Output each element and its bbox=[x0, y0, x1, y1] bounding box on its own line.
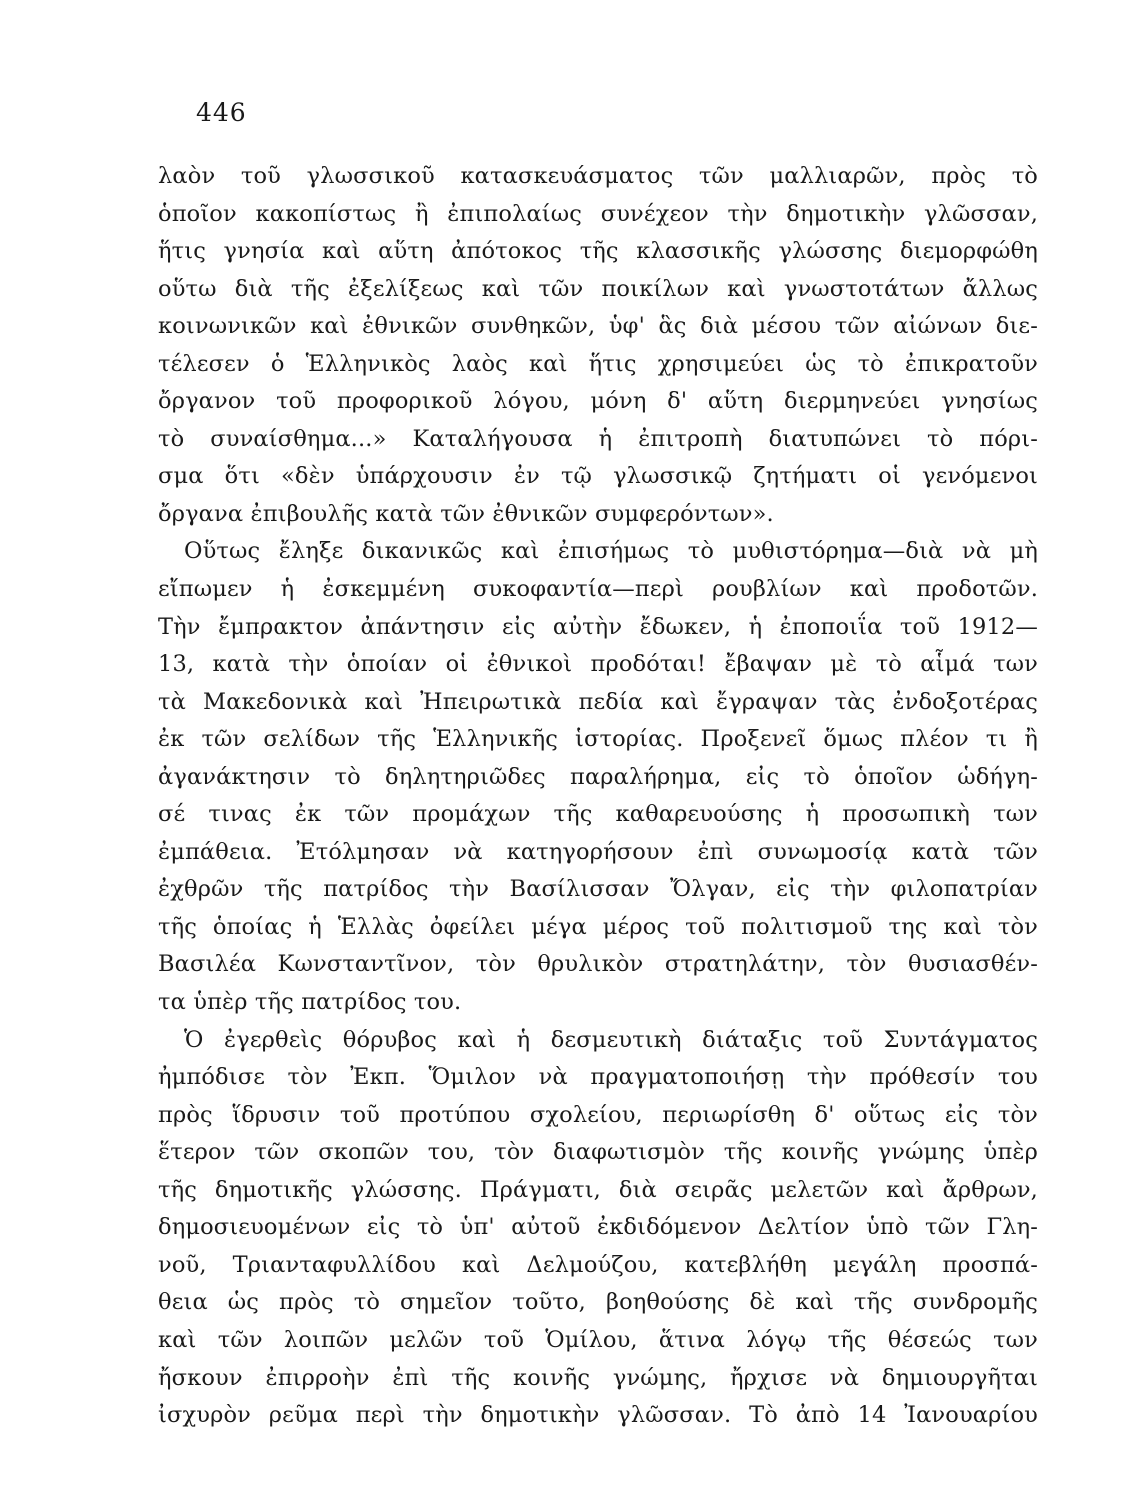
text-line: κοινωνικῶν καὶ ἐθνικῶν συνθηκῶν, ὑφ' ἃς διὰ μέσου τῶν αἰώνων διε- bbox=[158, 313, 1038, 340]
text-line: ὄργανον τοῦ προφορικοῦ λόγου, μόνη δ' αὕτη διερμηνεύει γνησίως bbox=[158, 388, 1038, 415]
text-line: ἐκ τῶν σελίδων τῆς Ἑλληνικῆς ἱστορίας. Προξενεῖ ὅμως πλέον τι ἢ bbox=[158, 726, 1038, 753]
text-line: λαὸν τοῦ γλωσσικοῦ κατασκευάσματος τῶν μαλλιαρῶν, πρὸς τὸ bbox=[158, 163, 1038, 189]
page-number: 446 bbox=[196, 98, 247, 127]
text-line: τῆς ὁποίας ἡ Ἑλλὰς ὀφείλει μέγα μέρος τοῦ πολιτισμοῦ της καὶ τὸν bbox=[158, 913, 1038, 940]
text-line: Τὴν ἔμπρακτον ἀπάντησιν εἰς αὐτὴν ἔδωκεν, ἡ ἐποποιΐα τοῦ 1912— bbox=[158, 613, 1038, 640]
text-line: οὕτω διὰ τῆς ἐξελίξεως καὶ τῶν ποικίλων καὶ γνωστοτάτων ἄλλως bbox=[158, 275, 1038, 302]
text-line: ἥτις γνησία καὶ αὕτη ἀπότοκος τῆς κλασσικῆς γλώσσης διεμορφώθη bbox=[158, 238, 1038, 265]
text-line: Ὁ ἐγερθεὶς θόρυβος καὶ ἡ δεσμευτικὴ διάταξις τοῦ Συντάγματος bbox=[184, 1026, 1038, 1053]
text-line: ἐχθρῶν τῆς πατρίδος τὴν Βασίλισσαν Ὄλγαν, εἰς τὴν φιλοπατρίαν bbox=[158, 876, 1038, 903]
text-line: σμα ὅτι «δὲν ὑπάρχουσιν ἐν τῷ γλωσσικῷ ζητήματι οἱ γενόμενοι bbox=[158, 463, 1038, 490]
text-line: ὄργανα ἐπιβουλῆς κατὰ τῶν ἐθνικῶν συμφερόντων». bbox=[158, 500, 774, 527]
text-line: θεια ὡς πρὸς τὸ σημεῖον τοῦτο, βοηθούσης δὲ καὶ τῆς συνδρομῆς bbox=[158, 1289, 1038, 1316]
text-line: ἐμπάθεια. Ἐτόλμησαν νὰ κατηγορήσουν ἐπὶ συνωμοσίᾳ κατὰ τῶν bbox=[158, 838, 1038, 865]
text-line: Βασιλέα Κωνσταντῖνον, τὸν θρυλικὸν στρατηλάτην, τὸν θυσιασθέν- bbox=[158, 951, 1038, 978]
body-text bbox=[158, 158, 1038, 1435]
text-line: 13, κατὰ τὴν ὁποίαν οἱ ἐθνικοὶ προδόται! ἔβαψαν μὲ τὸ αἷμά των bbox=[158, 651, 1038, 678]
text-line: ἠμπόδισε τὸν Ἐκπ. Ὅμιλον νὰ πραγματοποιήσῃ τὴν πρόθεσίν του bbox=[158, 1064, 1038, 1091]
text-line: τῆς δημοτικῆς γλώσσης. Πράγματι, διὰ σειρᾶς μελετῶν καὶ ἄρθρων, bbox=[158, 1176, 1038, 1203]
text-line: σέ τινας ἐκ τῶν προμάχων τῆς καθαρευούσης ἡ προσωπικὴ των bbox=[158, 801, 1038, 828]
text-line: τέλεσεν ὁ Ἑλληνικὸς λαὸς καὶ ἥτις χρησιμεύει ὡς τὸ ἐπικρατοῦν bbox=[158, 350, 1038, 377]
text-line: τα ὑπὲρ τῆς πατρίδος του. bbox=[158, 989, 462, 1016]
text-line: τὸ συναίσθημα...» Καταλήγουσα ἡ ἐπιτροπὴ διατυπώνει τὸ πόρι- bbox=[158, 425, 1038, 452]
text-line: ἀγανάκτησιν τὸ δηλητηριῶδες παραλήρημα, εἰς τὸ ὁποῖον ὡδήγη- bbox=[158, 763, 1038, 790]
text-line: ἤσκουν ἐπιρροὴν ἐπὶ τῆς κοινῆς γνώμης, ἤρχισε νὰ δημιουργῆται bbox=[158, 1364, 1038, 1391]
text-line: τὰ Μακεδονικὰ καὶ Ἠπειρωτικὰ πεδία καὶ ἔγραψαν τὰς ἐνδοξοτέρας bbox=[158, 688, 1038, 715]
text-line: Οὕτως ἔληξε δικανικῶς καὶ ἐπισήμως τὸ μυθιστόρημα—διὰ νὰ μὴ bbox=[184, 538, 1038, 565]
text-line: καὶ τῶν λοιπῶν μελῶν τοῦ Ὁμίλου, ἅτινα λόγῳ τῆς θέσεώς των bbox=[158, 1326, 1038, 1353]
text-line: νοῦ, Τριανταφυλλίδου καὶ Δελμούζου, κατεβλήθη μεγάλη προσπά- bbox=[158, 1251, 1038, 1278]
text-line: ἰσχυρὸν ρεῦμα περὶ τὴν δημοτικὴν γλῶσσαν. Τὸ ἀπὸ 14 Ἰανουαρίου bbox=[158, 1402, 1038, 1429]
text-line: εἴπωμεν ἡ ἐσκεμμένη συκοφαντία—περὶ ρουβλίων καὶ προδοτῶν. bbox=[158, 576, 1038, 603]
text-line: πρὸς ἵδρυσιν τοῦ προτύπου σχολείου, περιωρίσθη δ' οὕτως εἰς τὸν bbox=[158, 1101, 1038, 1128]
text-line: δημοσιευομένων εἰς τὸ ὑπ' αὐτοῦ ἐκδιδόμενον Δελτίον ὑπὸ τῶν Γλη- bbox=[158, 1214, 1038, 1241]
text-line: ἕτερον τῶν σκοπῶν του, τὸν διαφωτισμὸν τῆς κοινῆς γνώμης ὑπὲρ bbox=[158, 1139, 1038, 1166]
text-line: ὁποῖον κακοπίστως ἢ ἐπιπολαίως συνέχεον τὴν δημοτικὴν γλῶσσαν, bbox=[158, 200, 1038, 227]
